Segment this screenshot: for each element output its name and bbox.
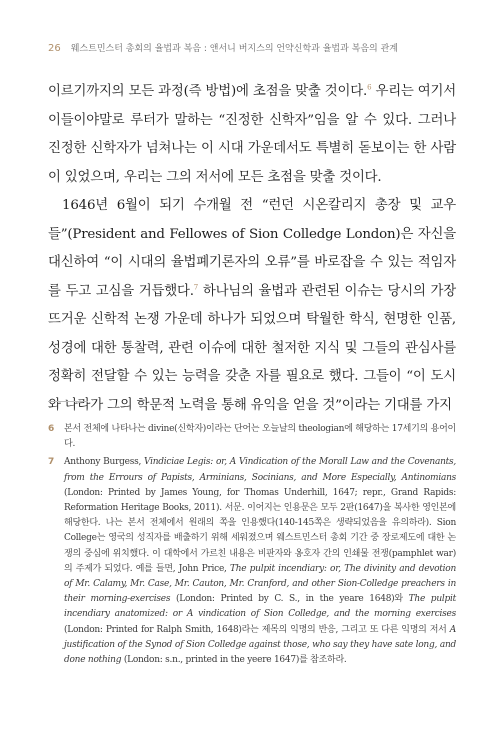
footnote-7: [48, 455, 456, 668]
footnote-number: 7: [48, 457, 55, 468]
footnote-divider: [48, 401, 88, 402]
footnote-6: [48, 422, 456, 452]
footnote-ref-7[interactable]: 7: [193, 283, 199, 292]
running-header: [48, 41, 468, 54]
body-text: [48, 78, 456, 420]
page-number: 26: [48, 43, 61, 54]
paragraph-2: 1646년 6월이 되기 수개월 전 “런던 시온칼리지 총장 및 교우들”(President and Fellowes of Sion Colledge London)은 자신을 대신하여 “이 시대의 율법폐기론자의 오류”를 바로잡을 수 있는 적임자를 두고 고심을 거듭했다.$^7$ 하나님의 율법과 관련된 이슈는 당시의 가장 뜨거운 신학적 논쟁 가운데 하나가 되었으며 탁월한 학식, 현명한 인품, 성경에 대한 통찰력, 관련 이슈에 대한 철저한 지식 및 그들의 관심사를 정확히 전달할 수 있는 능력을 갖춘 자를 필요로 했다. 그들이 “이 도시와 나라가 그의 학문적 노력을 통해 유익을 얻을 것”이라는 기대를 가지: [48, 198, 456, 413]
footnote-text: Anthony Burgess, Vindiciae Legis: or, A Vindication of the Morall Law and the Covenants, from the Errours of Papists, Arminians, Socinians, and More Especially, Antinomians (London: Printed by James Young, for Thomas Underhill, 1647; repr., Grand Rapids: Reformation Heritage Books, 2011). 서문. 이어지는 인용문은 모두 2판(1647)을 복사한 영인본에 해당한다. 나는 본서 전체에서 원래의 쪽을 인용했다(140-145쪽은 생략되었음을 유의하라). Sion College는 영국의 성직자를 배출하기 위해 세워졌으며 웨스트민스터 총회 기간 중 장로제도에 대한 논쟁의 중심에 위치했다. 이 대학에서 가르친 내용은 비판자와 옹호자 간의 인쇄물 전쟁(pamphlet war)의 주제가 되었다. 예를 들면, John Price, The pulpit incendiary: or, The divinity and devotion of Mr. Calamy, Mr. Case, Mr. Cauton, Mr. Cranford, and other Sion-Colledge preachers in their morning-exercises (London: Printed by C. S., in the yeare 1648)와 The pulpit incendiary anatomized: or A vindication of Sion Colledge, and the morning exercises (London: Printed for Ralph Smith, 1648)라는 제목의 익명의 반응, 그리고 또 다른 익명의 저서 A justification of the Synod of Sion Colledge against those, who say they have sate long, and done nothing (London: s.n., printed in the yeere 1647)를 참조하라.: [64, 457, 456, 666]
footnote-number: 6: [48, 424, 55, 434]
footnote-ref-6[interactable]: 6: [367, 83, 372, 92]
running-title: 웨스트민스터 총회의 율법과 복음 : 앤서니 버지스의 언약신학과 율법과 복음의 관계: [70, 44, 398, 54]
paragraph-1: 이르기까지의 모든 과정(즉 방법)에 초점을 맞출 것이다.$^6$ 우리는 여기서 이들이야말로 루터가 말하는 “진정한 신학자”임을 알 수 있다. 그러나 진정한 신학자가 넘쳐나는 이 시대 가운데서도 특별히 돋보이는 한 사람이 있었으며, 우리는 그의 저서에 모든 초점을 맞출 것이다.: [48, 83, 456, 185]
footnote-text: 본서 전체에 나타나는 divine(신학자)이라는 단어는 오늘날의 theologian에 해당하는 17세기의 용어이다.: [64, 424, 456, 450]
footnotes: [48, 422, 456, 671]
